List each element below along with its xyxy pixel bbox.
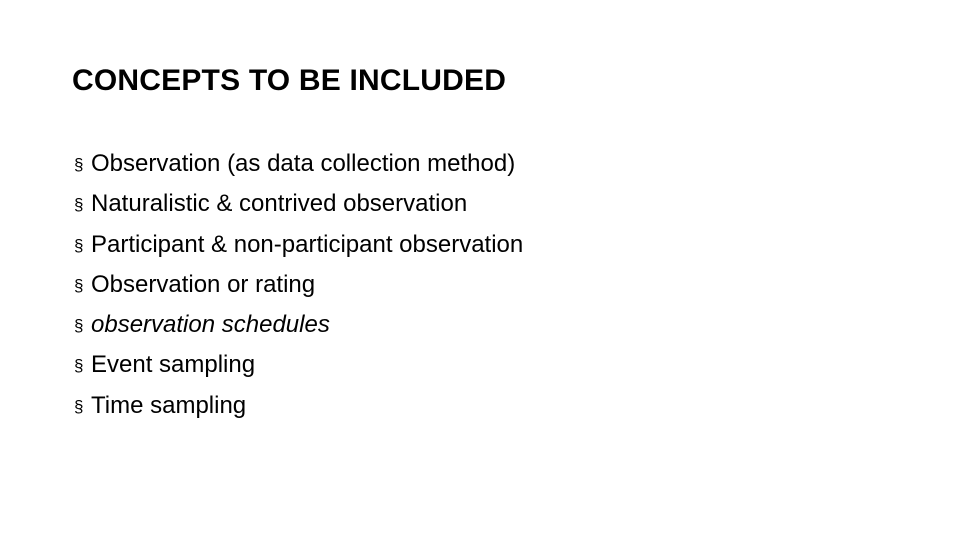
- bullet-text: Event sampling: [91, 351, 256, 379]
- bullet-text: Participant & non-participant observation: [91, 230, 524, 258]
- bullet-text: Time sampling: [91, 391, 247, 419]
- bullet-marker-icon: §: [74, 275, 84, 295]
- bullet-item: [74, 266, 523, 306]
- bullet-marker-icon: §: [74, 356, 84, 376]
- bullet-marker-icon: §: [74, 396, 84, 416]
- bullet-list: [74, 145, 523, 427]
- bullet-item: [74, 185, 523, 225]
- bullet-marker-icon: §: [74, 235, 84, 255]
- bullet-item: [74, 226, 523, 266]
- bullet-item: [74, 306, 523, 346]
- bullet-item: [74, 145, 523, 185]
- bullet-item: [74, 387, 523, 427]
- bullet-marker-icon: §: [74, 155, 84, 174]
- bullet-text: Naturalistic & contrived observation: [91, 190, 468, 218]
- bullet-text: Observation (as data collection method): [91, 150, 516, 177]
- slide-title: CONCEPTS TO BE INCLUDED: [72, 64, 507, 97]
- bullet-marker-icon: §: [74, 195, 84, 215]
- bullet-marker-icon: §: [74, 316, 84, 336]
- bullet-text: observation schedules: [91, 311, 330, 339]
- bullet-item: [74, 346, 523, 386]
- bullet-text: Observation or rating: [91, 270, 316, 298]
